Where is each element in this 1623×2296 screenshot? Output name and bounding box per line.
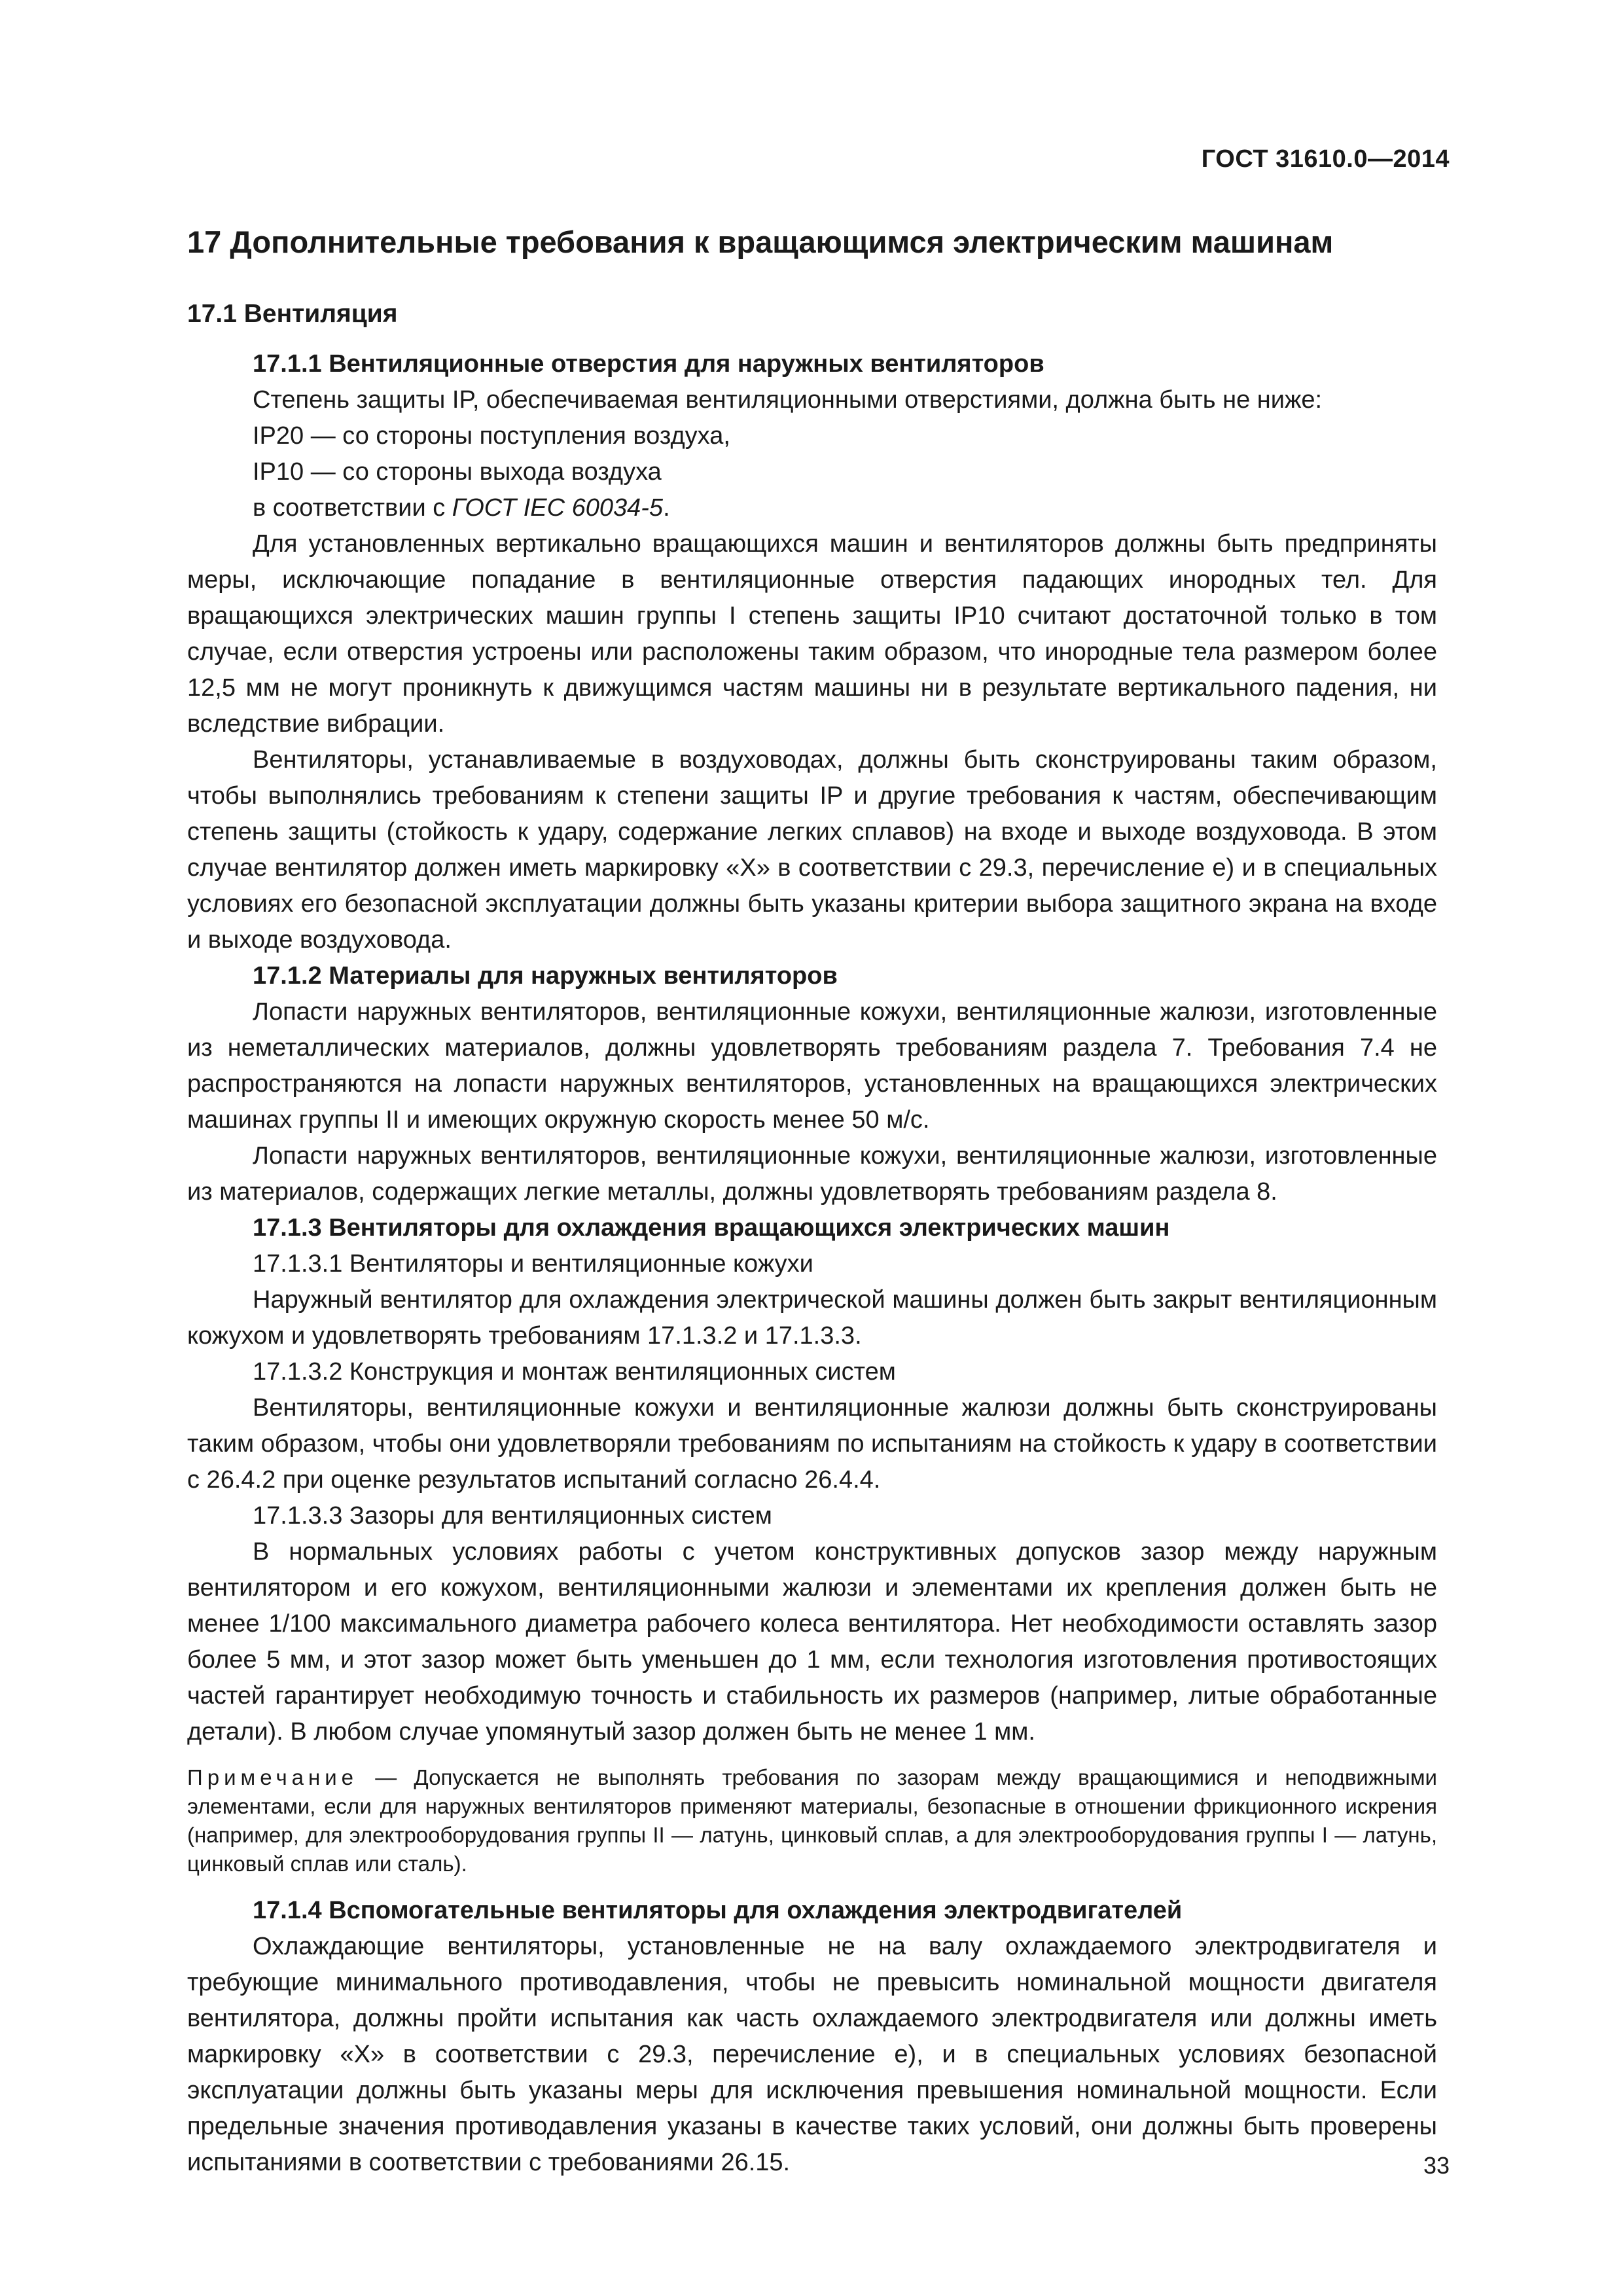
- note-label: Примечание: [187, 1765, 359, 1789]
- note-text: — Допускается не выполнять требования по зазорам между вращающимися и неподвижными элементами, если для наружных вентиляторов применяют материалы, безопасные в отношении фрикционного искрения (например, для электрооборудования группы II — латунь, цинковый сплав, а для электрооборудования группы I — латунь, цинковый сплав или сталь).: [187, 1765, 1437, 1876]
- construction-paragraph: Вентиляторы, вентиляционные кожухи и вентиляционные жалюзи должны быть сконструированы таким образом, чтобы они удовлетворяли требованиям по испытаниям на стойкость к удару в соответствии с 26.4.2 при оценке результатов испытаний согласно 26.4.4.: [187, 1394, 1437, 1494]
- fan-cover-paragraph: Наружный вентилятор для охлаждения электрической машины должен быть закрыт вентиляционным кожухом и удовлетворять требованиям 17.1.3.2 и 17.1.3.3.: [187, 1286, 1437, 1350]
- duct-fans-paragraph: Вентиляторы, устанавливаемые в воздуховодах, должны быть сконструированы таким образом, чтобы выполнялись требованиям к степени защиты IP и другие требования к частям, обеспечивающим степень защиты (стойкость к удару, содержание легких сплавов) на входе и выходе воздуховода. В этом случае вентилятор должен иметь маркировку «X» в соответствии с 29.3, перечисление е) и в специальных условиях его безопасной эксплуатации должны быть указаны критерии выбора защитного экрана на входе и выходе воздуховода.: [187, 746, 1437, 954]
- nonmetal-materials-paragraph: Лопасти наружных вентиляторов, вентиляционные кожухи, вентиляционные жалюзи, изготовленные из неметаллических материалов, должны удовлетворять требованиям раздела 7. Требования 7.4 не распространяются на лопасти наружных вентиляторов, установленных на вращающихся электрических машинах группы II и имеющих окружную скорость менее 50 м/с.: [187, 998, 1437, 1134]
- vertical-machines-paragraph: Для установленных вертикально вращающихся машин и вентиляторов должны быть предприняты меры, исключающие попадание в вентиляционные отверстия падающих инородных тел. Для вращающихся электрических машин группы I степень защиты IP10 считают достаточной только в том случае, если отверстия устроены или расположены таким образом, что инородные тела размером более 12,5 мм не могут проникнуть к движущимся частям машины ни в результате вертикального падения, ни вследствие вибрации.: [187, 530, 1437, 738]
- ip20-line: IP20 — со стороны поступления воздуха,: [253, 422, 730, 450]
- reference-suffix: .: [663, 494, 670, 522]
- section-17-1-3-2-heading: 17.1.3.2 Конструкция и монтаж вентиляционных систем: [253, 1358, 896, 1386]
- section-17-1-3-1-heading: 17.1.3.1 Вентиляторы и вентиляционные кожухи: [253, 1250, 813, 1278]
- section-17-1-heading: 17.1 Вентиляция: [187, 300, 398, 328]
- gost-reference: ГОСТ IEC 60034-5: [452, 494, 664, 522]
- clearances-paragraph: В нормальных условиях работы с учетом конструктивных допусков зазор между наружным вентилятором и его кожухом, вентиляционными жалюзи и элементами их крепления должен быть не менее 1/100 максимального диаметра рабочего колеса вентилятора. Нет необходимости оставлять зазор более 5 мм, и этот зазор может быть уменьшен до 1 мм, если технология изготовления противостоящих частей гарантирует необходимую точность и стабильность их размеров (например, литые обработанные детали). В любом случае упомянутый зазор должен быть не менее 1 мм.: [187, 1538, 1437, 1746]
- note-block: [187, 1763, 1437, 1878]
- ip-requirement-intro: Степень защиты IP, обеспечиваемая вентиляционными отверстиями, должна быть не ниже:: [253, 386, 1323, 414]
- reference-prefix: в соответствии с: [253, 494, 452, 522]
- standard-reference-line: [187, 490, 1437, 526]
- section-17-1-2-heading: 17.1.2 Материалы для наружных вентиляторов: [253, 962, 838, 990]
- document-id: ГОСТ 31610.0—2014: [1201, 145, 1450, 173]
- page-content: [187, 223, 1437, 2181]
- page-number: 33: [1423, 2152, 1450, 2179]
- section-17-1-1-heading: 17.1.1 Вентиляционные отверстия для наружных вентиляторов: [253, 350, 1044, 378]
- ip10-line: IP10 — со стороны выхода воздуха: [253, 458, 662, 486]
- light-metals-paragraph: Лопасти наружных вентиляторов, вентиляционные кожухи, вентиляционные жалюзи, изготовленные из материалов, содержащих легкие металлы, должны удовлетворять требованиям раздела 8.: [187, 1142, 1437, 1206]
- section-17-1-3-3-heading: 17.1.3.3 Зазоры для вентиляционных систем: [253, 1502, 772, 1530]
- section-17-heading: 17 Дополнительные требования к вращающимся электрическим машинам: [187, 224, 1334, 259]
- section-17-1-4-heading: 17.1.4 Вспомогательные вентиляторы для охлаждения электродвигателей: [253, 1897, 1183, 1924]
- auxiliary-fans-paragraph: Охлаждающие вентиляторы, установленные не на валу охлаждаемого электродвигателя и требующие минимального противодавления, чтобы не превысить номинальной мощности двигателя вентилятора, должны пройти испытания как часть охлаждаемого электродвигателя или должны иметь маркировку «X» в соответствии с 29.3, перечисление е), и в специальных условиях безопасной эксплуатации должны быть указаны меры для исключения превышения номинальной мощности. Если предельные значения противодавления указаны в качестве таких условий, они должны быть проверены испытаниями в соответствии с требованиями 26.15.: [187, 1933, 1437, 2176]
- section-17-1-3-heading: 17.1.3 Вентиляторы для охлаждения вращающихся электрических машин: [253, 1214, 1170, 1242]
